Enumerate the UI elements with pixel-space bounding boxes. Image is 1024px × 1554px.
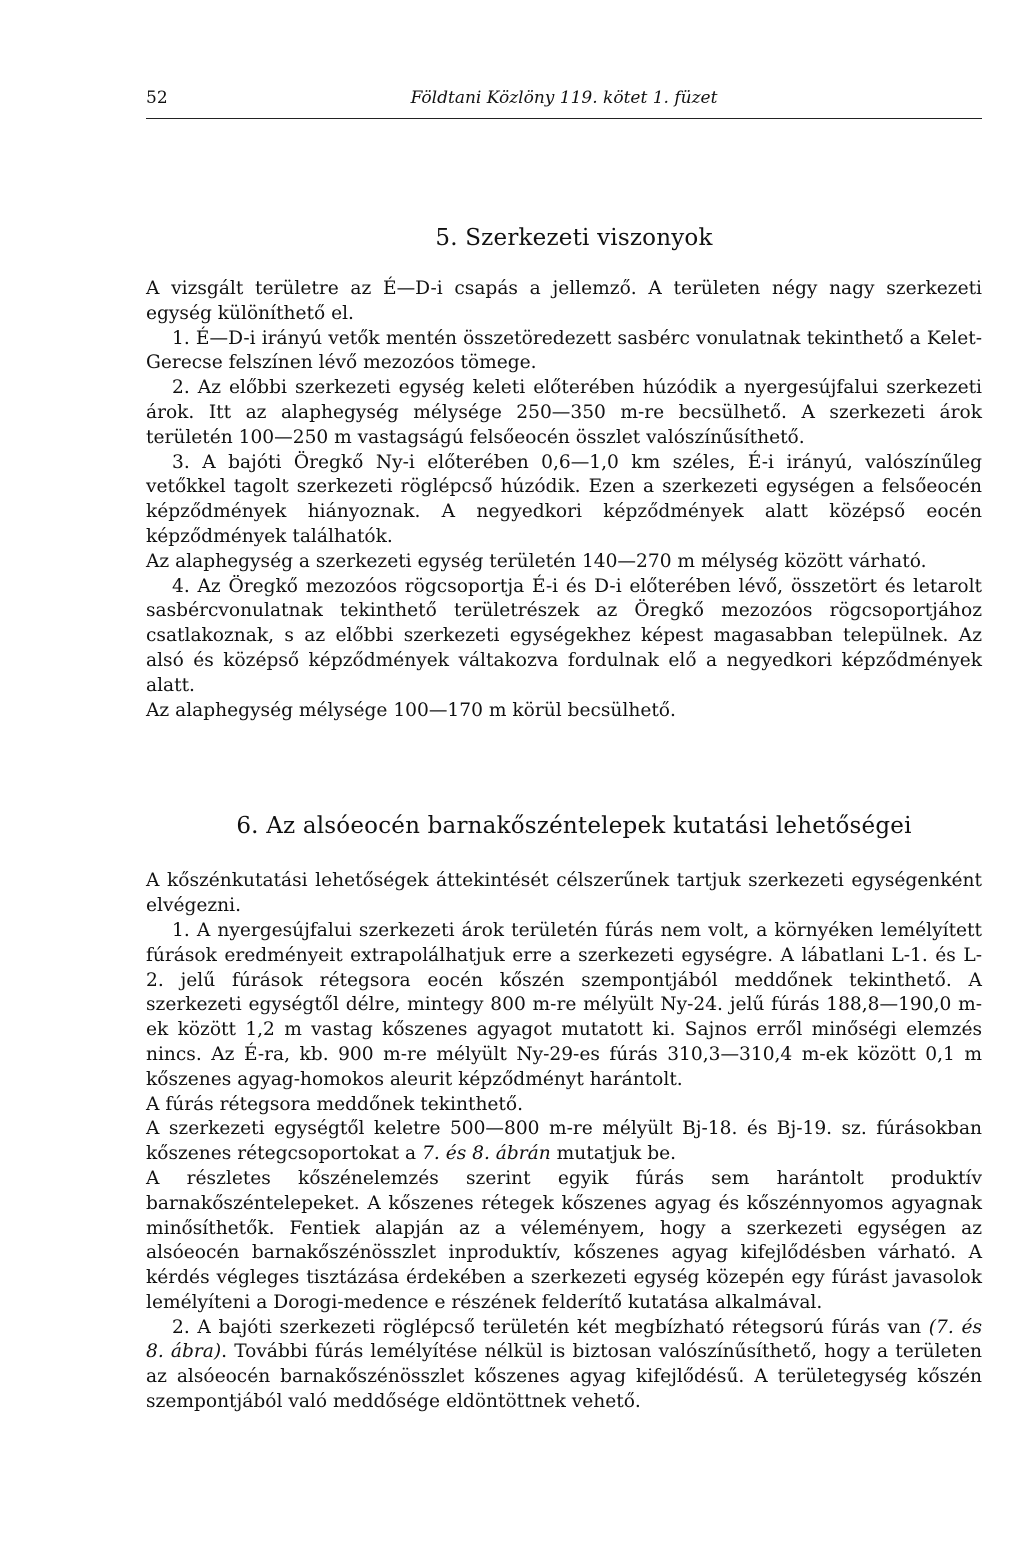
page-number: 52	[146, 88, 168, 108]
section-5-title: 5. Szerkezeti viszonyok	[435, 225, 713, 251]
paragraph: A vizsgált területre az É—D-i csapás a jellemző. A területen négy nagy szerkezeti egység különíthető el.	[146, 278, 982, 324]
journal-title: Földtani Közlöny 119. kötet 1. füzet	[410, 88, 718, 108]
paragraph: 4. Az Öregkő mezozóos rögcsoportja É-i és D-i előterében lévő, összetört és letarolt sasbércvonulatnak tekinthető területrészek az Öregkő mezozóos rögcsoportjához csatlakoznak, s az előbbi szerkezeti egységekhez képest magasabban települnek. Az alsó és középső képződmények váltakozva fordulnak elő a negyedkori képződmények alatt.	[146, 575, 982, 696]
paragraph: 2. A bajóti szerkezeti röglépcső területén két megbízható rétegsorú fúrás van (7. és 8. ábra). További fúrás lemélyítése nélkül is biztosan valószínűsíthető, hogy a területen az alsóeocén barnakőszénösszlet kőszenes agyag kifejlődésű. A területegység kőszén szempontjából való meddősége eldöntöttnek vehető.	[146, 1316, 982, 1413]
section-5-body	[146, 277, 982, 723]
paragraph: A részletes kőszénelemzés szerint egyik fúrás sem harántolt produktív barnakőszéntelepeket. A kőszenes rétegek kőszenes agyag és kőszénnyomos agyagnak minősíthetők. Fentiek alapján az a véleményem, hogy a szerkezeti egységen az alsóeocén barnakőszénösszlet inproduktív, kőszenes agyag kifejlődésben várható. A kérdés végleges tisztázása érdekében a szerkezeti egység közepén egy fúrást javasolok lemélyíteni a Dorogi-medence e részének felderítő kutatása alkalmával.	[146, 1167, 982, 1313]
paragraph: 1. É—D-i irányú vetők mentén összetöredezett sasbérc vonulatnak tekinthető a Kelet-Gerecse felszínen lévő mezozóos tömege.	[146, 327, 982, 374]
paragraph: Az alaphegység mélysége 100—170 m körül becsülhető.	[146, 699, 676, 721]
paragraph: 1. A nyergesújfalui szerkezeti árok területén fúrás nem volt, a környéken lemélyített fúrások eredményeit extrapolálhatjuk erre a szerkezeti egységre. A lábatlani L-1. és L-2. jelű fúrások rétegsora eocén kőszén szempontjából meddőnek tekinthető. A szerkezeti egységtől délre, mintegy 800 m-re mélyült Ny-24. jelű fúrás 188,8—190,0 m-ek között 1,2 m vastag kőszenes agyagot mutatott ki. Sajnos erről minőségi elemzés nincs. Az É-ra, kb. 900 m-re mélyült Ny-29-es fúrás 310,3—310,4 m-ek között 0,1 m kőszenes agyag-homokos aleurit képződményt harántolt.	[146, 919, 982, 1090]
paragraph: 2. Az előbbi szerkezeti egység keleti előterében húzódik a nyergesújfalui szerkezeti árok. Itt az alaphegység mélysége 250—350 m-re becsülhető. A szerkezeti árok területén 100—250 m vastagságú felsőeocén összlet valószínűsíthető.	[146, 377, 982, 448]
paragraph: A szerkezeti egységtől keletre 500—800 m-re mélyült Bj-18. és Bj-19. sz. fúrásokban kőszenes rétegcsoportokat a 7. és 8. ábrán mutatjuk be.	[146, 1118, 982, 1165]
journal-page	[146, 82, 982, 1415]
section-6-title: 6. Az alsóeocén barnakőszéntelepek kutatási lehetőségei	[236, 813, 912, 840]
running-head	[146, 82, 982, 119]
paragraph: 3. A bajóti Öregkő Ny-i előterében 0,6—1,0 km széles, É-i irányú, valószínűleg vetőkkel tagolt szerkezeti röglépcső húzódik. Ezen a szerkezeti egységen a felsőeocén képződmények hiányoznak. A negyedkori képződmények alatt középső eocén képződmények találhatók.	[146, 451, 982, 547]
section-6-body	[146, 869, 982, 1415]
paragraph: Az alaphegység a szerkezeti egység területén 140—270 m mélység között várható.	[146, 550, 927, 572]
paragraph: A kőszénkutatási lehetőségek áttekintését célszerűnek tartjuk szerkezeti egységenként elvégezni.	[146, 870, 982, 917]
paragraph: A fúrás rétegsora meddőnek tekinthető.	[146, 1093, 523, 1115]
